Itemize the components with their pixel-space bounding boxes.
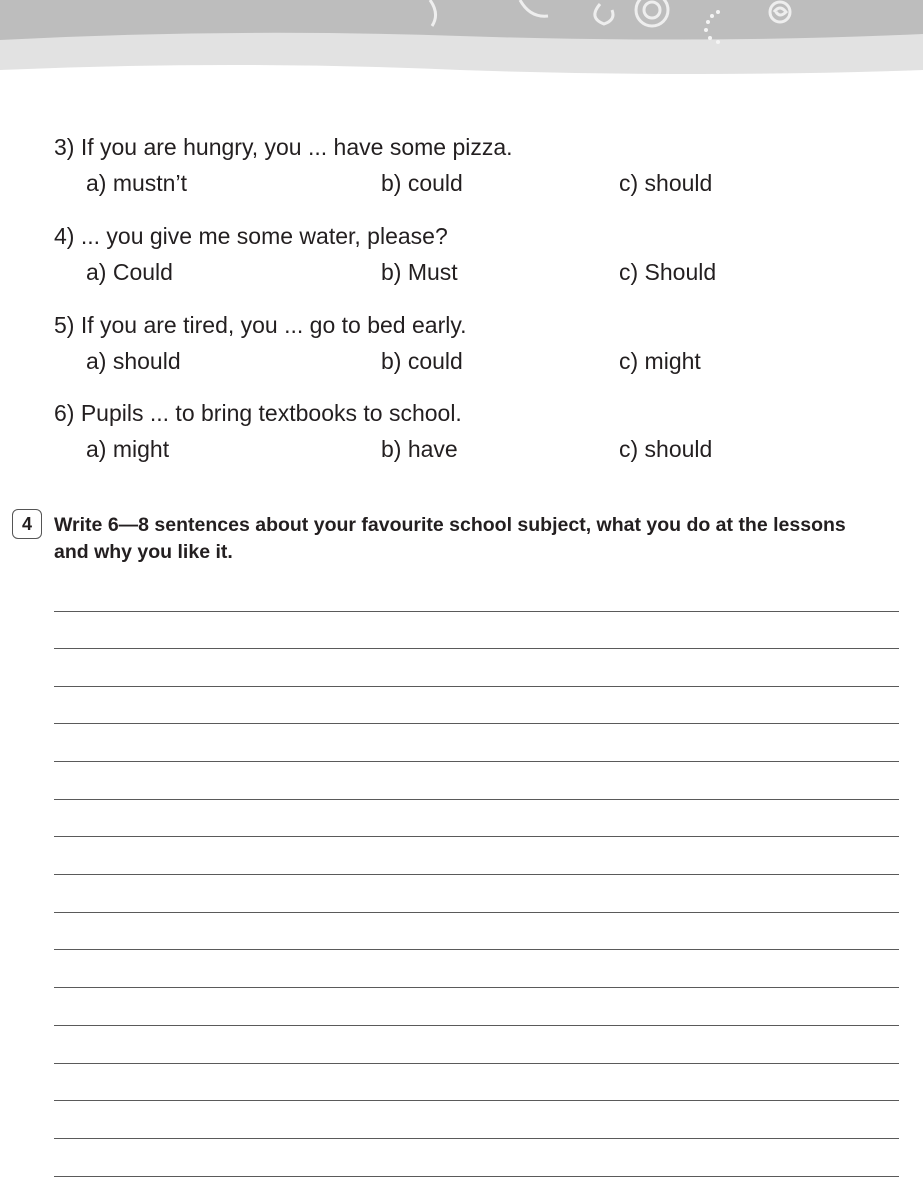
writing-line[interactable] [54,987,899,988]
option-b: b) could [381,348,463,374]
option-b: b) Must [381,259,458,285]
answer-options [54,258,904,286]
option-c: c) might [619,348,701,374]
option-c: c) Should [619,259,717,285]
option-a: a) Could [86,259,173,285]
writing-line[interactable] [54,874,899,875]
header-decoration [0,0,923,80]
answer-options [54,347,904,375]
option-a: a) should [86,348,181,374]
option-c: c) should [619,170,713,196]
writing-line[interactable] [54,648,899,649]
writing-line[interactable] [54,799,899,800]
answer-options [54,435,904,463]
option-c: c) should [619,436,713,462]
question-stem: 5) If you are tired, you ... go to bed early. [54,312,467,338]
question-4 [54,222,904,286]
question-3 [54,133,904,197]
exercise-instruction: Write 6—8 sentences about your favourite school subject, what you do at the lessons and why you like it. [54,514,846,563]
writing-line[interactable] [54,912,899,913]
writing-line[interactable] [54,1025,899,1026]
writing-line[interactable] [54,761,899,762]
writing-line[interactable] [54,1138,899,1139]
writing-line[interactable] [54,1176,899,1177]
exercise-number-badge: 4 [12,509,42,539]
question-stem: 3) If you are hungry, you ... have some pizza. [54,134,513,160]
option-b: b) have [381,436,458,462]
writing-line[interactable] [54,723,899,724]
option-b: b) could [381,170,463,196]
question-5 [54,311,904,375]
writing-line[interactable] [54,611,899,612]
option-a: a) might [86,436,170,462]
answer-options [54,169,904,197]
question-stem: 4) ... you give me some water, please? [54,223,448,249]
writing-line[interactable] [54,686,899,687]
writing-line[interactable] [54,1100,899,1101]
question-stem: 6) Pupils ... to bring textbooks to school. [54,400,462,426]
question-6 [54,399,904,463]
writing-line[interactable] [54,949,899,950]
writing-line[interactable] [54,1063,899,1064]
writing-line[interactable] [54,836,899,837]
option-a: a) mustn’t [86,170,187,196]
